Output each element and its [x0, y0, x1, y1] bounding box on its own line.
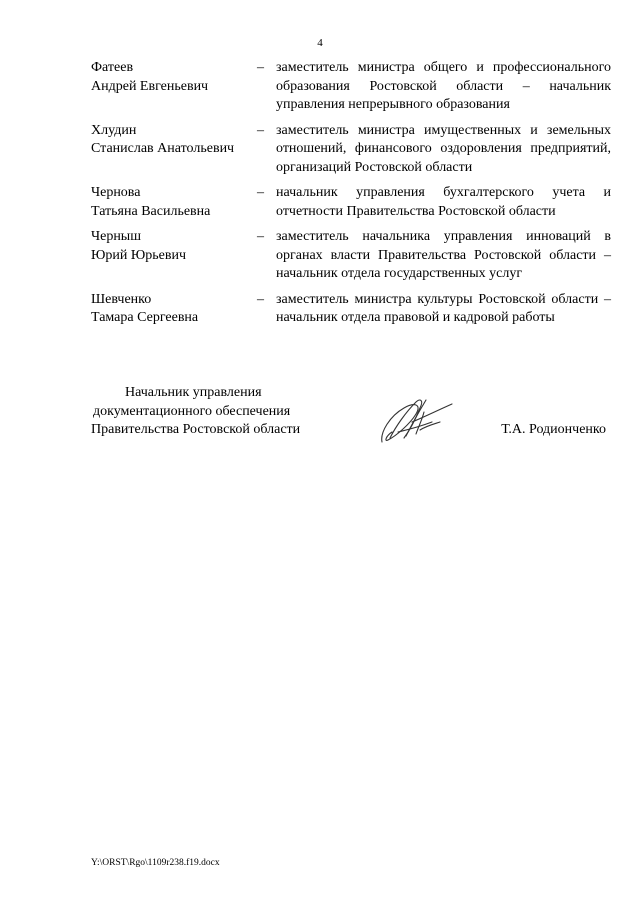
member-row: [91, 184, 611, 221]
member-given-names: Тамара Сергеевна: [91, 310, 199, 325]
member-dash: –: [257, 229, 264, 244]
member-surname: Фатеев: [91, 60, 134, 75]
member-position: заместитель министра культуры Ростовской области – начальник отдела правовой и кадровой работы: [276, 291, 611, 325]
member-row: [91, 291, 611, 328]
member-position: заместитель министра общего и профессионального образования Ростовской области – начальник управления непрерывного образования: [276, 60, 611, 112]
member-given-names: Татьяна Васильевна: [91, 203, 211, 219]
member-surname: Шевченко: [91, 291, 152, 307]
member-surname: Чернова: [91, 185, 141, 200]
member-given-names: Андрей Евгеньевич: [91, 78, 209, 94]
member-position: начальник управления бухгалтерского учета и отчетности Правительства Ростовской области: [276, 185, 611, 219]
member-row: [91, 122, 611, 178]
member-dash: –: [257, 291, 264, 307]
member-dash: –: [257, 60, 264, 75]
member-surname: Хлудин: [91, 122, 137, 138]
member-list: [91, 59, 611, 335]
file-path: Y:\ORST\Rgo\1109r238.f19.docx: [91, 858, 220, 868]
signer-title-line: Начальник управления: [125, 385, 262, 400]
member-row: [91, 59, 611, 115]
member-name: [91, 228, 257, 284]
signer-title: [91, 384, 331, 440]
page-number: 4: [317, 37, 323, 49]
signature-block: [91, 384, 611, 454]
member-surname: Черныш: [91, 229, 141, 244]
member-dash: –: [257, 185, 264, 200]
member-given-names: Юрий Юрьевич: [91, 247, 187, 263]
member-dash: –: [257, 122, 264, 138]
member-name: [91, 184, 257, 221]
member-given-names: Станислав Анатольевич: [91, 141, 235, 156]
member-position: заместитель начальника управления инноваций в органах власти Правительства Ростовской области – начальник отдела государственных услуг: [276, 229, 611, 281]
signer-title-line: Правительства Ростовской области: [91, 422, 301, 437]
signer-title-line: документационного обеспечения: [93, 403, 291, 419]
signer-name: Т.А. Родионченко: [501, 422, 606, 437]
member-position: заместитель министра имущественных и земельных отношений, финансового оздоровления предприятий, организаций Ростовской области: [276, 122, 611, 175]
member-name: [91, 122, 257, 178]
member-name: [91, 59, 257, 115]
handwritten-signature: [376, 392, 456, 448]
member-name: [91, 291, 257, 328]
member-row: [91, 228, 611, 284]
